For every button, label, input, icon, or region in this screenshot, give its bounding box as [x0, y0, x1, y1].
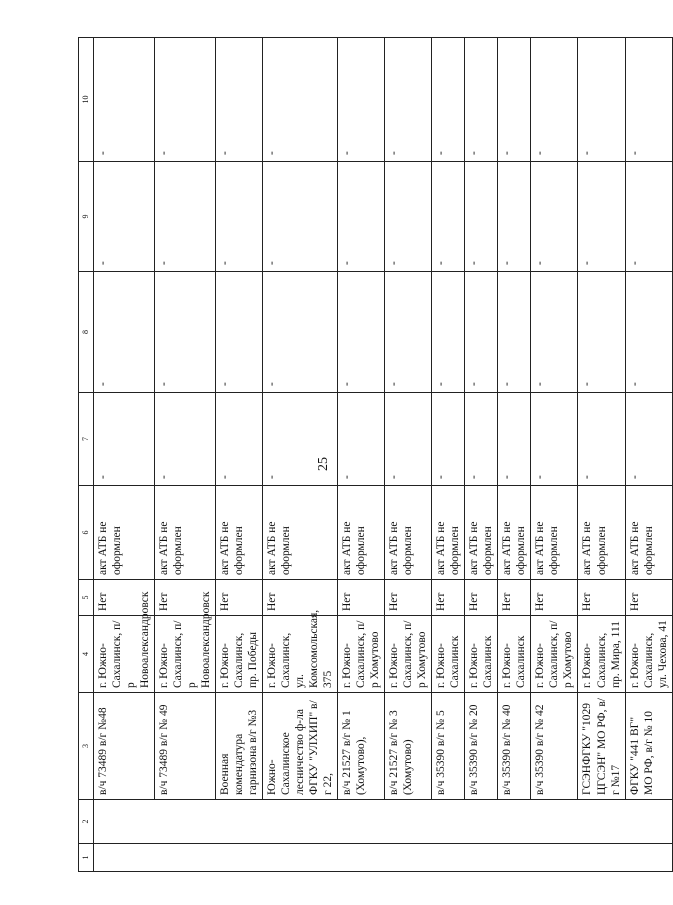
- unit-cell: Военная комендатура гарнизона в/г №3: [216, 693, 263, 800]
- unit-cell: ФГКУ "441 ВГ" МО РФ, в/г № 10: [625, 693, 672, 800]
- act-cell: акт АТБ не оформлен: [625, 486, 672, 580]
- col7-cell: -: [155, 393, 216, 486]
- col7-cell: -: [94, 393, 155, 486]
- data-table: [78, 37, 673, 872]
- col8-cell: -: [263, 272, 338, 393]
- address-cell: г. Южно-Сахалинск, ул. Чехова, 41: [625, 616, 672, 693]
- unit-cell: Южно-Сахалинское лесничество ф-ла ФГКУ "УЛХИП" в/г 22,: [263, 693, 338, 800]
- col10-cell: -: [465, 38, 498, 162]
- col9-cell: -: [155, 162, 216, 272]
- unit-cell: в/ч 73489 в/г №48: [94, 693, 155, 800]
- flag-cell: Нет: [432, 580, 465, 616]
- table-row: [465, 38, 498, 872]
- act-cell: акт АТБ не оформлен: [155, 486, 216, 580]
- table-row: [498, 38, 531, 872]
- col8-cell: -: [578, 272, 625, 393]
- unit-cell: в/ч 21527 в/г № 1 (Хомутово),: [338, 693, 385, 800]
- address-cell: г. Южно-Сахалинск, п/р Хомутово: [338, 616, 385, 693]
- col9-cell: -: [625, 162, 672, 272]
- col7-cell: -: [216, 393, 263, 486]
- act-cell: акт АТБ не оформлен: [263, 486, 338, 580]
- table-row: [432, 38, 465, 872]
- flag-cell: Нет: [625, 580, 672, 616]
- col9-cell: -: [338, 162, 385, 272]
- col7-cell: -: [625, 393, 672, 486]
- col8-cell: -: [155, 272, 216, 393]
- flag-cell: Нет: [465, 580, 498, 616]
- col9-cell: -: [94, 162, 155, 272]
- table-row: [385, 38, 432, 872]
- table-row: [263, 38, 338, 872]
- col7-cell: -: [263, 393, 338, 486]
- act-cell: акт АТБ не оформлен: [338, 486, 385, 580]
- unit-cell: в/ч 35390 в/г № 40: [498, 693, 531, 800]
- unit-cell: в/ч 35390 в/г № 42: [531, 693, 578, 800]
- col8-cell: -: [465, 272, 498, 393]
- col10-cell: -: [432, 38, 465, 162]
- address-cell: г. Южно-Сахалинск, п/р Хомутово: [531, 616, 578, 693]
- unit-cell: ГСЭНФГКУ "1029 ЦГСЭН" МО РФ, в/г №17: [578, 693, 625, 800]
- col8-cell: -: [531, 272, 578, 393]
- column-number: 4: [79, 616, 94, 693]
- flag-cell: Нет: [578, 580, 625, 616]
- column-number-row: [79, 38, 94, 872]
- act-cell: акт АТБ не оформлен: [531, 486, 578, 580]
- table-row: [625, 38, 672, 872]
- col10-cell: -: [625, 38, 672, 162]
- col9-cell: -: [465, 162, 498, 272]
- rotated-table-sheet: [78, 38, 669, 872]
- table-row: [531, 38, 578, 872]
- flag-cell: Нет: [531, 580, 578, 616]
- act-cell: акт АТБ не оформлен: [94, 486, 155, 580]
- col10-cell: -: [263, 38, 338, 162]
- act-cell: акт АТБ не оформлен: [578, 486, 625, 580]
- col10-cell: -: [94, 38, 155, 162]
- address-cell: г. Южно-Сахалинск: [498, 616, 531, 693]
- column-number: 2: [79, 800, 94, 844]
- flag-cell: Нет: [94, 580, 155, 616]
- col8-cell: -: [498, 272, 531, 393]
- col8-cell: -: [385, 272, 432, 393]
- act-cell: акт АТБ не оформлен: [216, 486, 263, 580]
- column-number: 6: [79, 486, 94, 580]
- table-row: [155, 38, 216, 872]
- table-row: [578, 38, 625, 872]
- col7-cell: -: [578, 393, 625, 486]
- flag-cell: Нет: [216, 580, 263, 616]
- flag-cell: Нет: [263, 580, 338, 616]
- col8-cell: -: [338, 272, 385, 393]
- column-number: 1: [79, 844, 94, 872]
- unit-cell: в/ч 35390 в/г № 20: [465, 693, 498, 800]
- col9-cell: -: [216, 162, 263, 272]
- page-number: 25: [316, 457, 331, 471]
- address-cell: г. Южно-Сахалинск, п/р Новоалександровск: [155, 616, 216, 693]
- col9-cell: -: [263, 162, 338, 272]
- act-cell: акт АТБ не оформлен: [498, 486, 531, 580]
- col7-cell: -: [385, 393, 432, 486]
- unit-cell: в/ч 21527 в/г № 3 (Хомутово): [385, 693, 432, 800]
- flag-cell: Нет: [338, 580, 385, 616]
- address-cell: г. Южно-Сахалинск, пр. Мира, 111: [578, 616, 625, 693]
- act-cell: акт АТБ не оформлен: [432, 486, 465, 580]
- table-row: [338, 38, 385, 872]
- address-cell: г. Южно-Сахалинск, п/р Хомутово: [385, 616, 432, 693]
- column-number: 5: [79, 580, 94, 616]
- table-row: [216, 38, 263, 872]
- column-number: 10: [79, 38, 94, 162]
- col8-cell: -: [432, 272, 465, 393]
- column-number: 9: [79, 162, 94, 272]
- col10-cell: -: [216, 38, 263, 162]
- col7-cell: -: [498, 393, 531, 486]
- col10-cell: -: [578, 38, 625, 162]
- col7-cell: -: [338, 393, 385, 486]
- col2-cell: [94, 800, 673, 844]
- col1-cell: [94, 844, 673, 872]
- col7-cell: -: [432, 393, 465, 486]
- col7-cell: -: [531, 393, 578, 486]
- address-cell: г. Южно-Сахалинск: [432, 616, 465, 693]
- col8-cell: -: [216, 272, 263, 393]
- col9-cell: -: [385, 162, 432, 272]
- col9-cell: -: [432, 162, 465, 272]
- col8-cell: -: [94, 272, 155, 393]
- column-number: 8: [79, 272, 94, 393]
- col8-cell: -: [625, 272, 672, 393]
- address-cell: г. Южно-Сахалинск, п/р Новоалександровск: [94, 616, 155, 693]
- address-cell: г. Южно-Сахалинск, пр. Победы: [216, 616, 263, 693]
- unit-cell: в/ч 35390 в/г № 5: [432, 693, 465, 800]
- table-row: [94, 38, 155, 872]
- col10-cell: -: [338, 38, 385, 162]
- col10-cell: -: [531, 38, 578, 162]
- flag-cell: Нет: [385, 580, 432, 616]
- col10-cell: -: [498, 38, 531, 162]
- act-cell: акт АТБ не оформлен: [385, 486, 432, 580]
- col9-cell: -: [531, 162, 578, 272]
- col10-cell: -: [155, 38, 216, 162]
- column-number: 7: [79, 393, 94, 486]
- col9-cell: -: [498, 162, 531, 272]
- col9-cell: -: [578, 162, 625, 272]
- act-cell: акт АТБ не оформлен: [465, 486, 498, 580]
- address-cell: г. Южно-Сахалинск, ул. Комсомольская, 375: [263, 616, 338, 693]
- col10-cell: -: [385, 38, 432, 162]
- address-cell: г. Южно-Сахалинск: [465, 616, 498, 693]
- flag-cell: Нет: [498, 580, 531, 616]
- flag-cell: Нет: [155, 580, 216, 616]
- col7-cell: -: [465, 393, 498, 486]
- column-number: 3: [79, 693, 94, 800]
- unit-cell: в/ч 73489 в/г № 49: [155, 693, 216, 800]
